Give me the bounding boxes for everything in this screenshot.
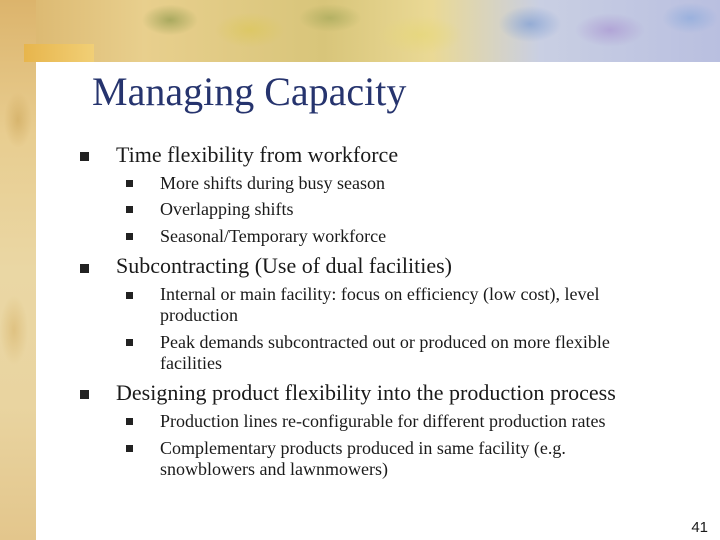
list-item: Complementary products produced in same facility (e.g. snowblowers and lawnmowers) [160, 438, 566, 479]
bullet-square-icon [80, 152, 89, 161]
list-item: More shifts during busy season [160, 173, 385, 193]
list-item: Production lines re-configurable for different production rates [160, 411, 606, 431]
list-item: Seasonal/Temporary workforce [160, 226, 387, 246]
list-item: Internal or main facility: focus on efficiency (low cost), level production [160, 284, 600, 325]
decorative-floral-banner [0, 0, 720, 62]
sub-bullet-square-icon [126, 445, 133, 452]
bullet-square-icon [80, 390, 89, 399]
list-item: Peak demands subcontracted out or produced on more flexible facilities [160, 332, 610, 373]
slide-title: Managing Capacity [92, 69, 407, 114]
sub-bullet-square-icon [126, 418, 133, 425]
bullet-square-icon [80, 264, 89, 273]
sub-bullet-square-icon [126, 233, 133, 240]
sub-bullet-square-icon [126, 339, 133, 346]
decorative-accent-strip [24, 44, 94, 62]
sub-bullet-square-icon [126, 292, 133, 299]
list-item: Overlapping shifts [160, 199, 294, 219]
sub-bullet-square-icon [126, 206, 133, 213]
page-number: 41 [691, 519, 708, 536]
section-heading-subcontracting: Subcontracting (Use of dual facilities) [116, 253, 453, 278]
section-heading-product-flexibility: Designing product flexibility into the production process [116, 380, 616, 405]
section-heading-workforce: Time flexibility from workforce [116, 142, 399, 167]
sub-bullet-square-icon [126, 180, 133, 187]
decorative-parchment-border [0, 0, 36, 540]
